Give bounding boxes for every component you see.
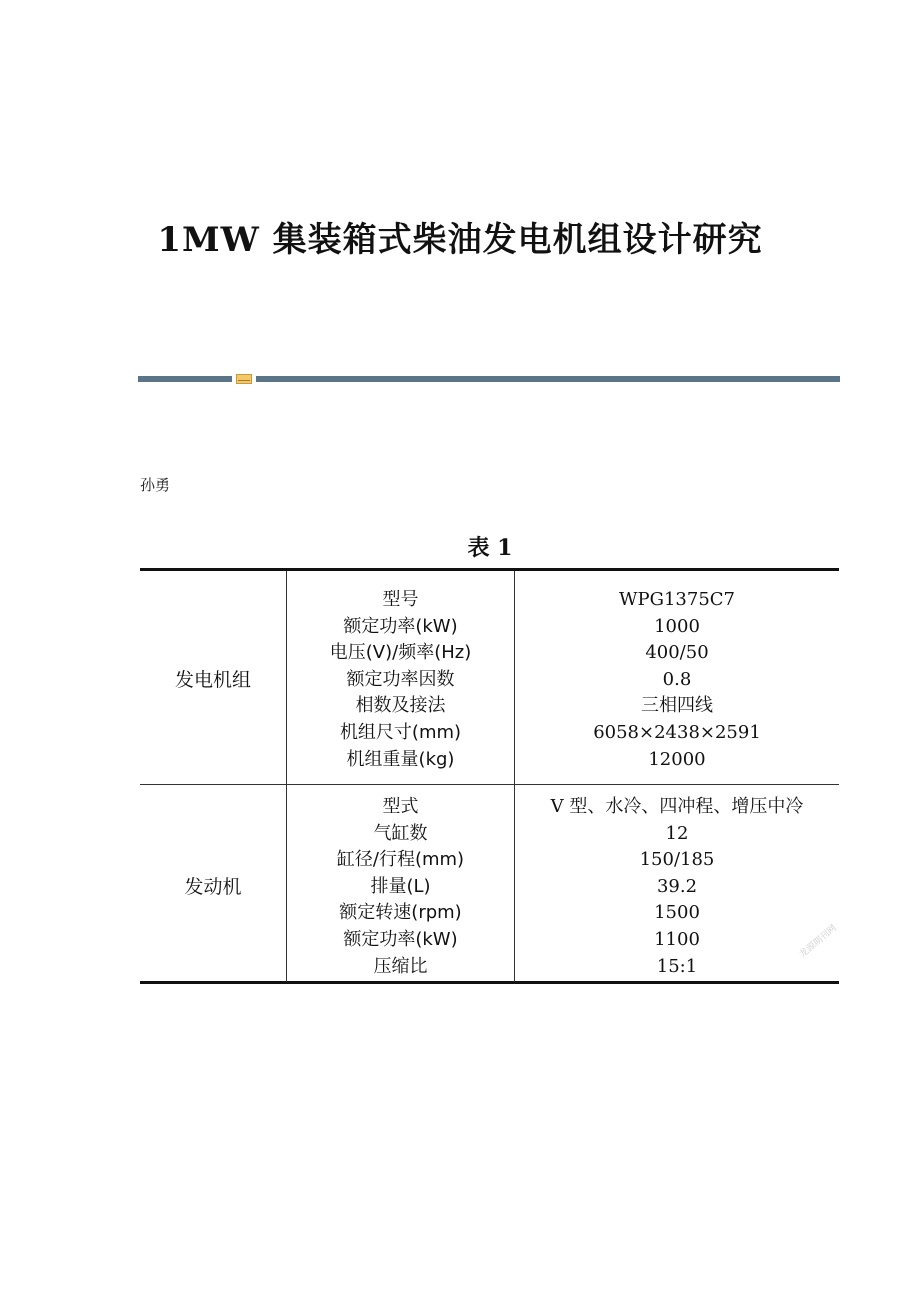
group-name: 发电机组 (174, 669, 251, 691)
group-rows (287, 794, 839, 980)
table-row (287, 874, 839, 901)
table-row (287, 614, 839, 641)
param-cell: 电压(V)/频率(Hz) (329, 642, 472, 664)
param-cell: 额定转速(rpm) (339, 902, 462, 924)
value-cell: 1000 (654, 615, 700, 637)
table-row (287, 747, 839, 774)
value-cell: 150/185 (639, 849, 715, 871)
table-row (287, 900, 839, 927)
param-cell: 额定功率因数 (346, 668, 455, 690)
param-cell: 压缩比 (373, 955, 428, 977)
spec-table (140, 568, 839, 984)
value-cell: 0.8 (662, 668, 692, 690)
value-cell: 12 (665, 822, 689, 844)
value-cell: 三相四线 (641, 695, 713, 717)
section-divider (138, 374, 840, 384)
table-row (287, 640, 839, 667)
param-cell: 缸径/行程(mm) (336, 849, 465, 871)
value-cell: V 型、水冷、四冲程、增压中冷 (550, 796, 804, 817)
param-cell: 机组重量(kg) (346, 748, 455, 770)
value-cell: 12000 (648, 748, 706, 770)
param-cell: 排量(L) (370, 875, 431, 897)
table-row (287, 720, 839, 747)
table-row (287, 954, 839, 981)
param-cell: 型号 (382, 589, 419, 610)
param-cell: 机组尺寸(mm) (339, 721, 462, 743)
value-cell: 6058×2438×2591 (593, 721, 761, 743)
table-row (287, 821, 839, 848)
table-row (287, 667, 839, 694)
table-caption: 表 1 (467, 535, 513, 561)
author-name: 孙勇 (140, 476, 171, 494)
group-rows (287, 587, 839, 773)
table-row (287, 847, 839, 874)
param-cell: 额定功率(kW) (343, 928, 458, 950)
group-name: 发动机 (184, 876, 242, 898)
param-cell: 型式 (382, 796, 419, 817)
watermark: 龙源期刊网 (797, 923, 839, 960)
value-cell: WPG1375C7 (618, 589, 736, 610)
value-cell: 39.2 (656, 875, 698, 897)
value-cell: 1100 (654, 928, 700, 950)
table-group-generator-set (140, 571, 839, 785)
table-row (287, 587, 839, 614)
table-row (287, 927, 839, 954)
param-cell: 相数及接法 (355, 695, 446, 717)
param-cell: 额定功率(kW) (343, 615, 458, 637)
table-row (287, 693, 839, 720)
divider-bar-right (256, 376, 840, 382)
table-group-engine (140, 785, 839, 982)
page-title: 1MW 集装箱式柴油发电机组设计研究 (157, 220, 763, 260)
value-cell: 1500 (654, 902, 700, 924)
divider-bar-left (138, 376, 232, 382)
value-cell: 15:1 (656, 955, 698, 977)
value-cell: 400/50 (645, 642, 709, 664)
mail-icon (236, 374, 252, 384)
param-cell: 气缸数 (373, 822, 428, 844)
table-row (287, 794, 839, 821)
